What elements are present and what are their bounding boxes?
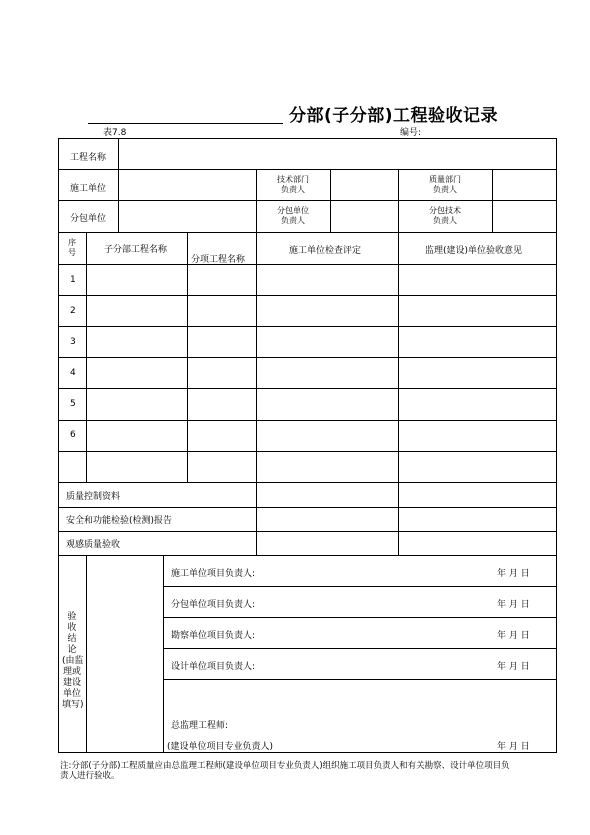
table-row-number: 3 — [70, 337, 76, 347]
construction-unit-field[interactable] — [119, 170, 255, 200]
signature-date: 年 月 日 — [497, 662, 530, 672]
col-subdivision-header: 子分部工程名称 — [104, 245, 168, 255]
appearance-quality-label: 观感质量验收 — [66, 540, 121, 550]
form-number: 表7.8 — [103, 128, 127, 138]
table-row-number: 6 — [70, 430, 76, 440]
safety-function-report-label: 安全和功能检验(检测)报告 — [66, 516, 173, 526]
signature-date: 年 月 日 — [497, 631, 530, 641]
serial-number-label: 编号: — [400, 128, 422, 138]
subcontract-unit-head-label: 分包单位 负责人 — [277, 206, 309, 225]
survey-manager-signature: 勘察单位项目负责人: — [171, 631, 256, 641]
table-row-number: 4 — [70, 368, 76, 378]
col-construction-eval-header: 施工单位检查评定 — [289, 246, 362, 256]
col-seq-header: 序 号 — [68, 238, 76, 257]
owner-representative-label: (建设单位项目专业负责人) — [167, 742, 274, 752]
quality-dept-head-label: 质量部门 负责人 — [429, 175, 461, 194]
table-row-number: 5 — [70, 399, 76, 409]
subcontract-unit-label: 分包单位 — [70, 214, 107, 224]
construction-unit-label: 施工单位 — [70, 184, 107, 194]
subcontract-unit-field[interactable] — [119, 201, 255, 231]
subcontract-tech-head-label: 分包技术 负责人 — [429, 206, 461, 225]
tech-dept-head-field[interactable] — [331, 170, 397, 200]
design-manager-signature: 设计单位项目负责人: — [171, 662, 256, 672]
table-row-number: 2 — [70, 306, 76, 316]
tech-dept-head-label: 技术部门 负责人 — [277, 175, 309, 194]
col-supervision-opinion-header: 监理(建设)单位验收意见 — [425, 246, 523, 256]
quality-dept-head-field[interactable] — [493, 170, 556, 200]
signature-date: 年 月 日 — [497, 569, 530, 579]
title-underline — [88, 123, 283, 124]
acceptance-conclusion-label: 验 收 结 论 (由监 理或 建设 单位 填写) — [62, 612, 84, 710]
table-row-number: 1 — [70, 275, 76, 285]
col-item-header: 分项工程名称 — [191, 255, 246, 265]
signature-date: 年 月 日 — [497, 742, 530, 752]
subcontract-tech-head-field[interactable] — [493, 201, 556, 231]
footnote: 注:分部(子分部)工程质量应由总监理工程师(建设单位项目专业负责人)组织施工项目负责人和有关勘察、设计单位项目负 责人进行验收。 — [60, 761, 510, 781]
chief-supervisor-signature: 总监理工程师: — [171, 721, 229, 731]
project-name-field[interactable] — [119, 139, 556, 169]
subcontract-manager-signature: 分包单位项目负责人: — [171, 600, 256, 610]
construction-manager-signature: 施工单位项目负责人: — [171, 569, 256, 579]
page-title: 分部(子分部)工程验收记录 — [289, 106, 499, 126]
quality-control-docs-label: 质量控制资料 — [66, 492, 121, 502]
signature-date: 年 月 日 — [497, 600, 530, 610]
subcontract-unit-head-field[interactable] — [331, 201, 397, 231]
project-name-label: 工程名称 — [70, 153, 107, 163]
